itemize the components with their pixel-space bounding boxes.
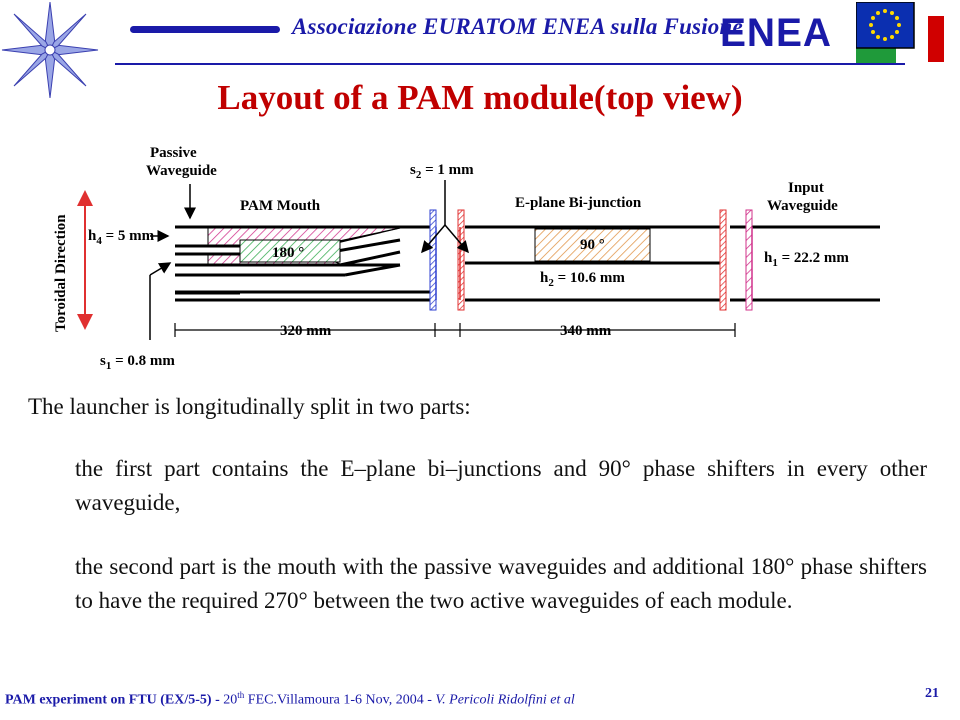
flange-blue-left xyxy=(430,210,436,310)
passive-waveguide-label-2: Waveguide xyxy=(146,163,217,179)
bi-junction-label: E-plane Bi-junction xyxy=(515,195,642,211)
slide-title: Layout of a PAM module(top view) xyxy=(217,78,743,117)
footer-conf-rest: FEC.Villamoura 1-6 Nov, 2004 - xyxy=(244,692,436,708)
footer-conf-sup: th xyxy=(237,690,245,700)
enea-logo-text: ENEA xyxy=(720,11,832,52)
h4-label: $h_4 = 5$ mm xyxy=(88,228,155,247)
s2-label: $s_2 = 1$ mm xyxy=(410,162,474,181)
bullet-second-part: the second part is the mouth with the passive waveguides and additional 180° phase shifters to have the required 270° between the two active waveguides of each module. xyxy=(75,554,927,613)
input-waveguide-label-2: Waveguide xyxy=(767,198,838,214)
intro-text: The launcher is longitudinally split in two parts: xyxy=(28,394,471,419)
footer-conf-num: 20 xyxy=(223,692,238,708)
dim-340-label: 340 mm xyxy=(560,323,612,339)
phase-90-label: 90 ° xyxy=(580,237,605,253)
page-number: 21 xyxy=(925,686,939,701)
h2-label: $h_2 = 10.6$ mm xyxy=(540,270,625,289)
input-waveguide-label-1: Input xyxy=(788,180,824,196)
flange-red-left xyxy=(458,210,464,310)
h1-label: $h_1 = 22.2$ mm xyxy=(764,250,849,269)
phase-180-label: 180 ° xyxy=(272,245,305,261)
enea-logo xyxy=(718,8,834,52)
association-name: Associazione EURATOM ENEA sulla Fusione xyxy=(292,14,743,39)
passive-waveguide-label-1: Passive xyxy=(150,145,197,161)
footer-citation xyxy=(5,690,575,709)
footer-experiment: PAM experiment on FTU (EX/5-5) - xyxy=(5,692,224,708)
s1-label: $s_1 = 0.8$ mm xyxy=(100,353,175,372)
footer-author: V. Pericoli Ridolfini et al xyxy=(435,692,575,708)
flange-pink-right xyxy=(746,210,752,310)
bullet-first-part: the first part contains the E–plane bi–junctions and 90° phase shifters in every other waveguide, xyxy=(75,456,927,515)
header-rule-bottom xyxy=(115,63,905,65)
header-rule-left xyxy=(130,26,280,33)
flange-red-right xyxy=(720,210,726,310)
dim-320-label: 320 mm xyxy=(280,323,332,339)
toroidal-direction-label: Toroidal Direction xyxy=(53,214,69,332)
pam-module-diagram xyxy=(40,140,920,380)
pam-mouth-label: PAM Mouth xyxy=(240,198,321,214)
eu-flag-icon xyxy=(856,2,946,64)
